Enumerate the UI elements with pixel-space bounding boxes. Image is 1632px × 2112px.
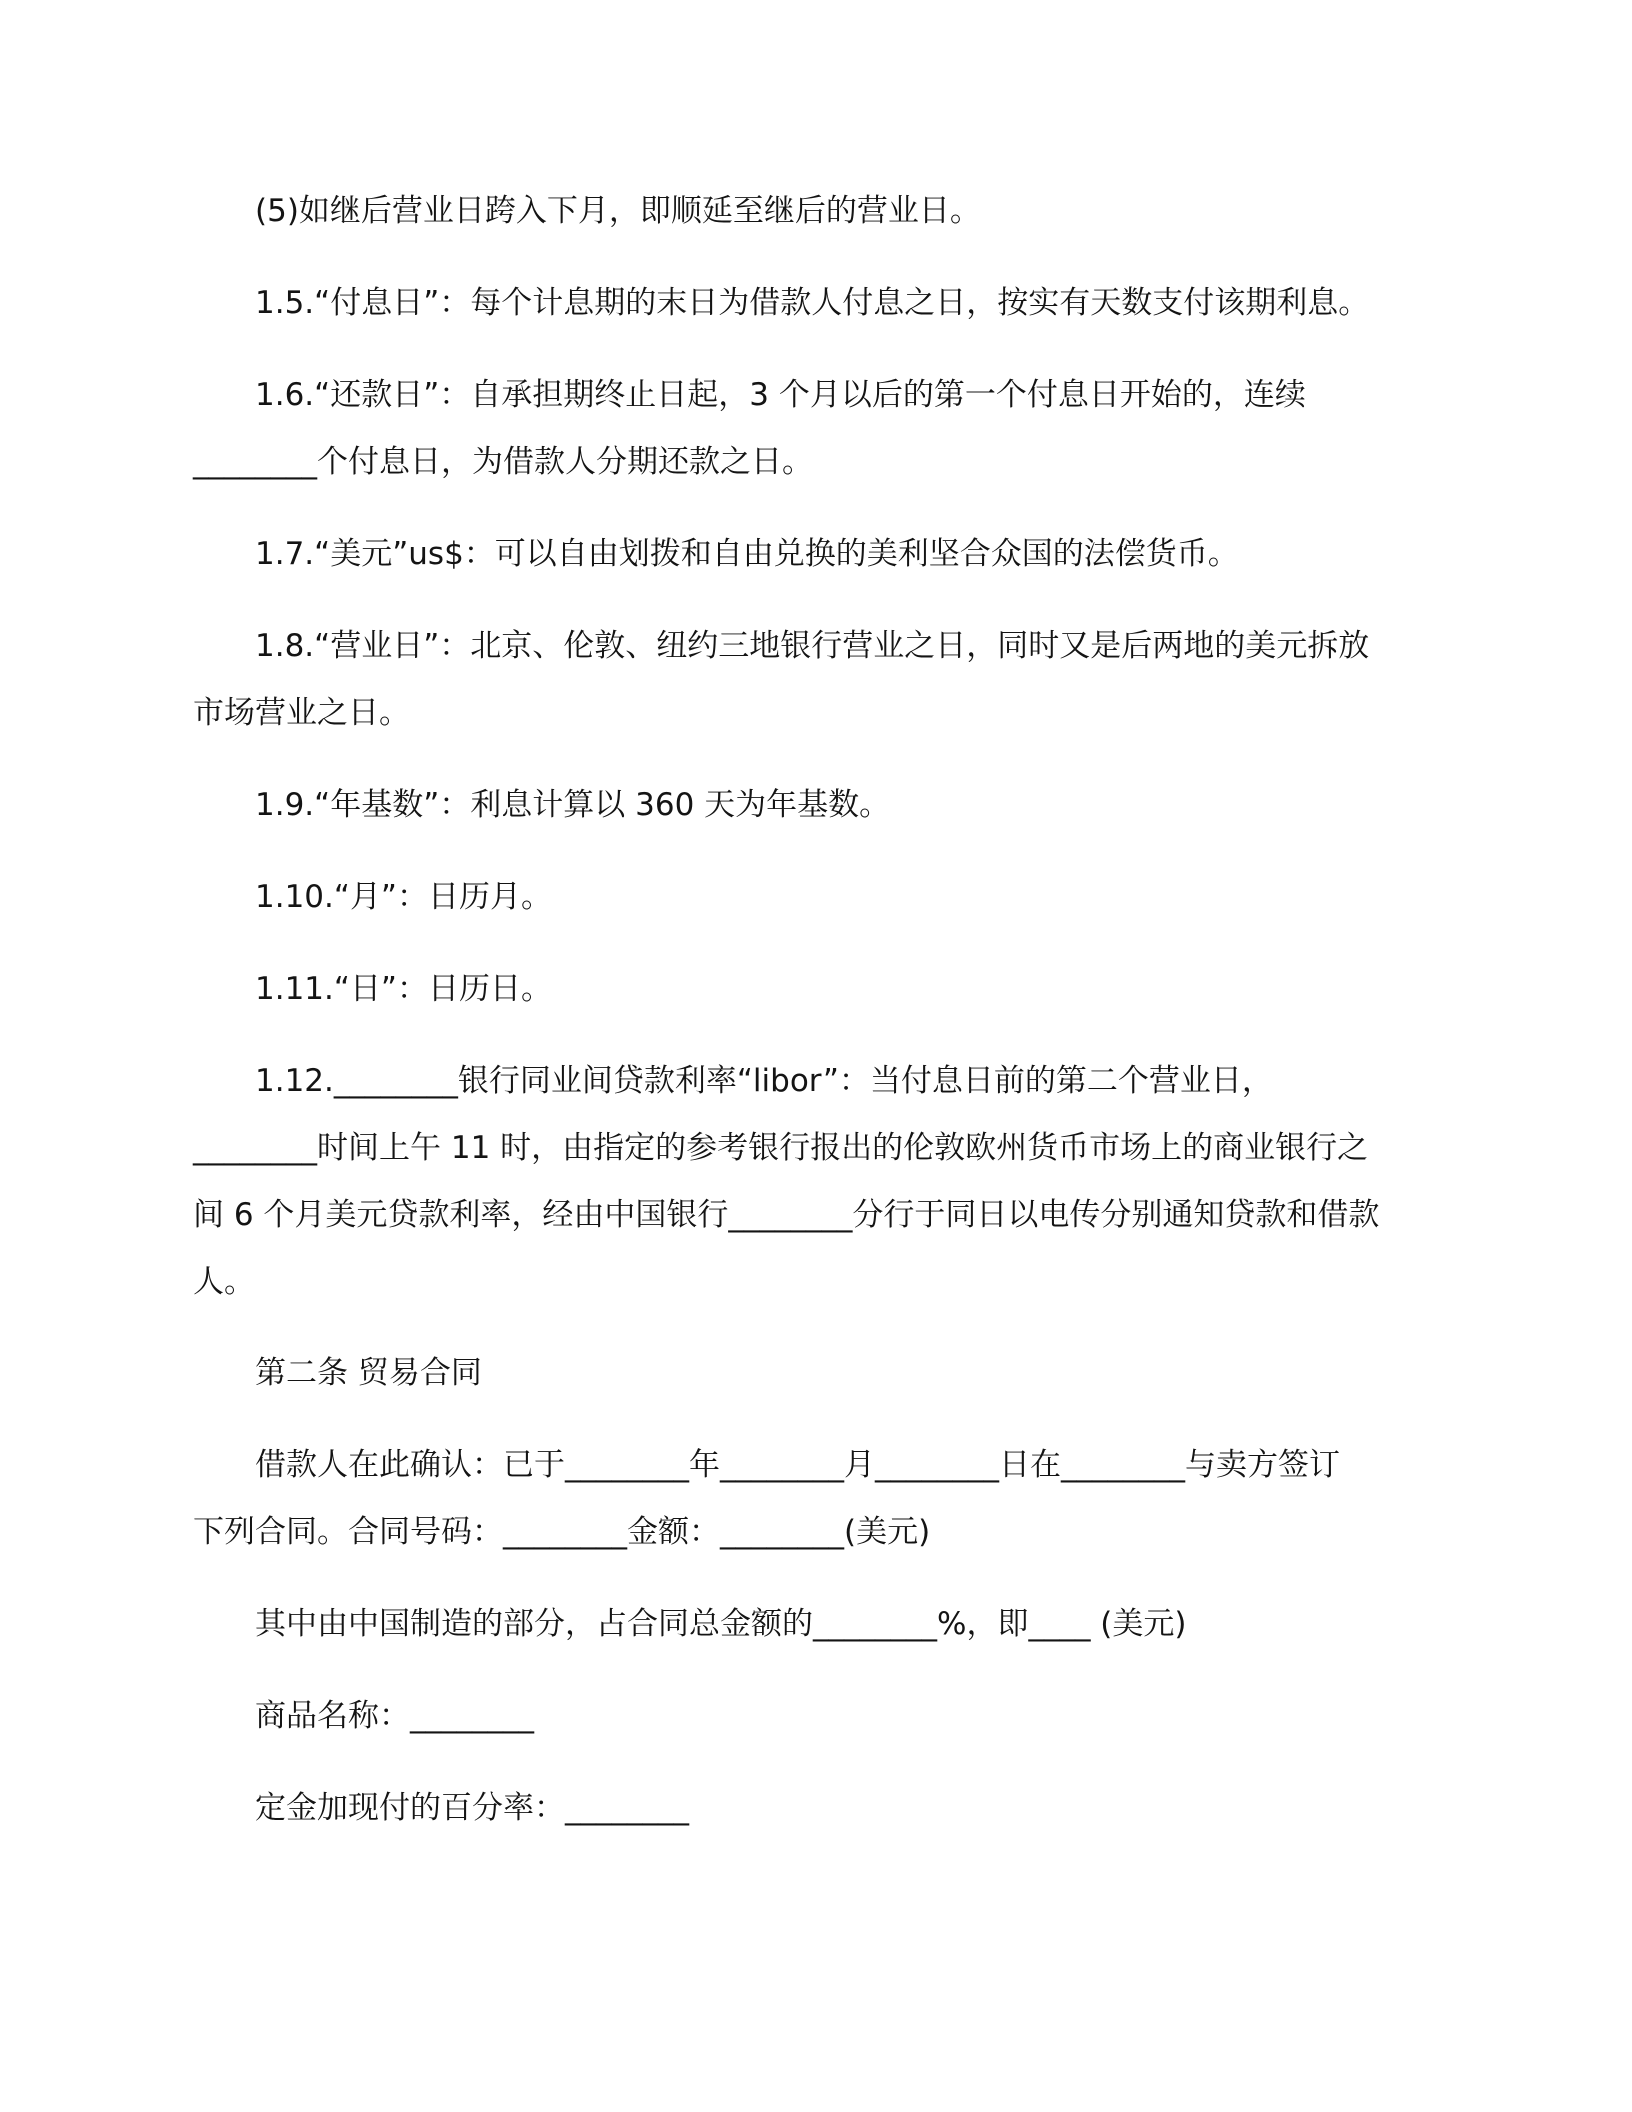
text-line: 1.12.________银行同业间贷款利率“libor”：当付息日前的第二个营业日， [255, 1063, 1273, 1099]
text-line: 人。 [193, 1264, 255, 1300]
paragraph-borrower-confirmation [193, 1432, 1441, 1566]
text-line: 市场营业之日。 [193, 695, 410, 731]
paragraph-clause-5 [193, 178, 1441, 245]
text-line: 定金加现付的百分率：________ [255, 1790, 689, 1826]
text-line: 1.8.“营业日”：北京、伦敦、纽约三地银行营业之日，同时又是后两地的美元拆放 [255, 628, 1370, 664]
text-line: (5)如继后营业日跨入下月，即顺延至继后的营业日。 [255, 193, 981, 229]
paragraph-usd-definition [193, 521, 1441, 588]
section-heading-trade-contract [193, 1340, 1441, 1407]
text-line: 其中由中国制造的部分，占合同总金额的________%，即____ (美元) [255, 1606, 1187, 1642]
paragraph-china-made-portion [193, 1591, 1441, 1658]
paragraph-payment-date [193, 270, 1441, 337]
text-line: 1.5.“付息日”：每个计息期的末日为借款人付息之日，按实有天数支付该期利息。 [255, 285, 1370, 321]
text-line: 间 6 个月美元贷款利率，经由中国银行________分行于同日以电传分别通知贷款和借款 [193, 1197, 1380, 1233]
paragraph-month [193, 864, 1441, 931]
text-line: 下列合同。合同号码：________金额：________(美元) [193, 1514, 931, 1550]
text-line: ________个付息日，为借款人分期还款之日。 [193, 444, 813, 480]
text-line: 1.11.“日”：日历日。 [255, 971, 552, 1007]
text-line: 商品名称：________ [255, 1698, 534, 1734]
text-line: 1.6.“还款日”：自承担期终止日起，3 个月以后的第一个付息日开始的，连续 [255, 377, 1306, 413]
paragraph-libor [193, 1048, 1441, 1316]
paragraph-goods-name [193, 1683, 1441, 1750]
paragraph-business-day [193, 613, 1441, 747]
text-line: 第二条 贸易合同 [255, 1355, 482, 1391]
paragraph-year-basis [193, 772, 1441, 839]
paragraph-repayment-date [193, 362, 1441, 496]
paragraph-day [193, 956, 1441, 1023]
text-line: ________时间上午 11 时，由指定的参考银行报出的伦敦欧州货币市场上的商业银行之 [193, 1130, 1369, 1166]
text-line: 借款人在此确认：已于________年________月________日在________与卖方签订 [255, 1447, 1340, 1483]
paragraph-deposit-percentage [193, 1775, 1441, 1842]
text-line: 1.10.“月”：日历月。 [255, 879, 552, 915]
text-line: 1.7.“美元”us$：可以自由划拨和自由兑换的美利坚合众国的法偿货币。 [255, 536, 1239, 572]
text-line: 1.9.“年基数”：利息计算以 360 天为年基数。 [255, 787, 891, 823]
